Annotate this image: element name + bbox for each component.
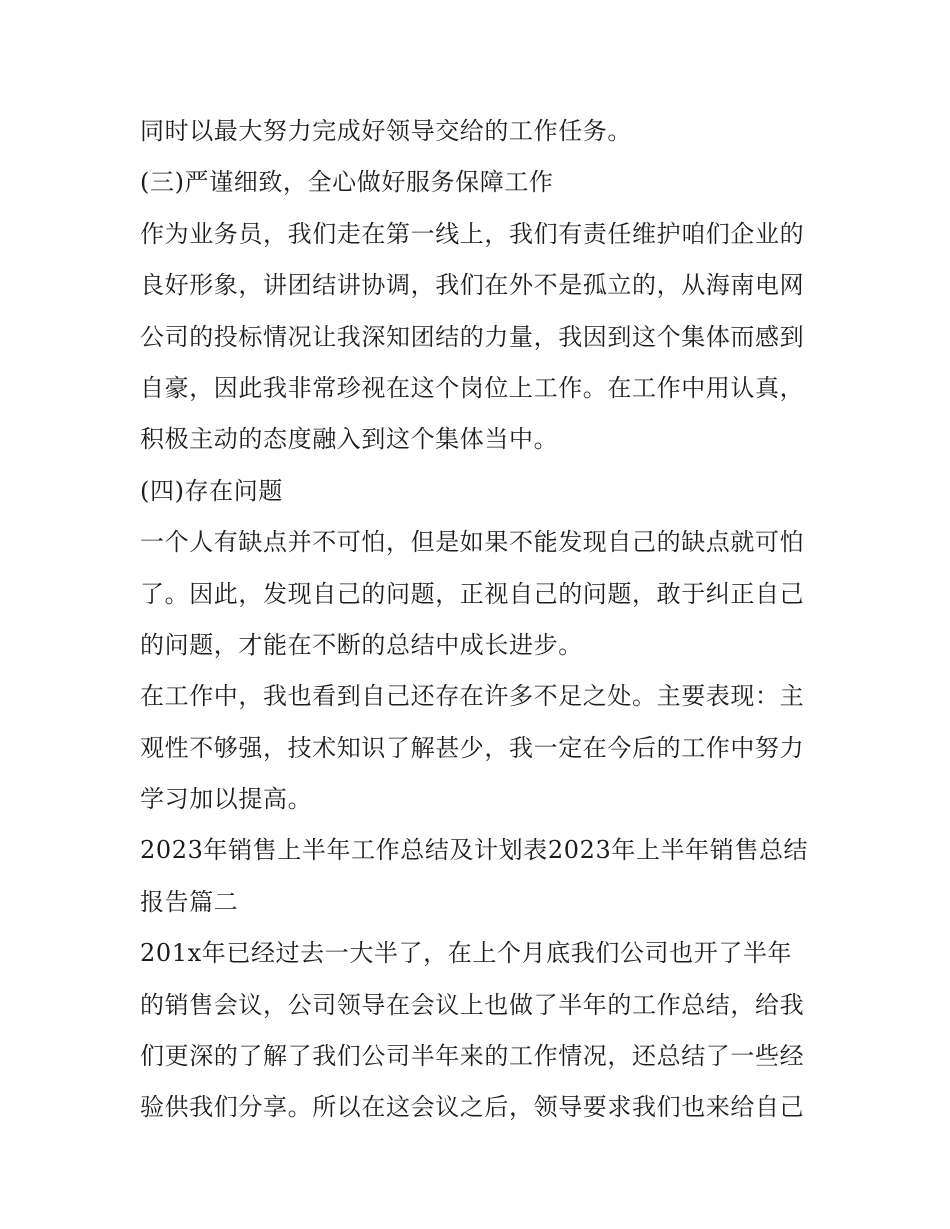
article-title-line-1: 2023年销售上半年工作总结及计划表2023年上半年销售总结 xyxy=(140,836,809,865)
section-heading-4: (四)存在问题 xyxy=(140,476,283,505)
text-line-20: 验供我们分享。所以在这会议之后，领导要求我们也来给自己 xyxy=(140,1093,805,1122)
text-line-1: 同时以最大努力完成好领导交给的工作任务。 xyxy=(140,117,632,145)
text-line-14: 学习加以提高。 xyxy=(140,785,313,814)
text-line-12: 在工作中，我也看到自己还存在许多不足之处。主要表现：主 xyxy=(140,682,805,711)
text-line-7: 积极主动的态度融入到这个集体当中。 xyxy=(140,425,559,454)
text-line-18: 的销售会议，公司领导在会议上也做了半年的工作总结，给我 xyxy=(140,990,805,1019)
text-line-4: 良好形象，讲团结讲协调，我们在外不是孤立的，从海南电网 xyxy=(140,271,805,300)
article-title-line-2: 报告篇二 xyxy=(140,887,239,916)
text-line-11: 的问题，才能在不断的总结中成长进步。 xyxy=(140,630,583,659)
text-line-17: 201x年已经过去一大半了，在上个月底我们公司也开了半年 xyxy=(140,939,793,968)
text-line-13: 观性不够强，技术知识了解甚少，我一定在今后的工作中努力 xyxy=(140,733,805,762)
text-line-9: 一个人有缺点并不可怕，但是如果不能发现自己的缺点就可怕 xyxy=(140,528,805,557)
text-line-6: 自豪，因此我非常珍视在这个岗位上工作。在工作中用认真， xyxy=(140,373,805,402)
section-heading-3: (三)严谨细致，全心做好服务保障工作 xyxy=(140,168,554,197)
text-line-5: 公司的投标情况让我深知团结的力量，我因到这个集体而感到 xyxy=(140,322,805,351)
text-line-3: 作为业务员，我们走在第一线上，我们有责任维护咱们企业的 xyxy=(140,219,805,248)
text-line-19: 们更深的了解了我们公司半年来的工作情况，还总结了一些经 xyxy=(140,1042,805,1071)
document-body xyxy=(140,106,820,1134)
text-line-10: 了。因此，发现自己的问题，正视自己的问题，敢于纠正自己 xyxy=(140,579,805,608)
